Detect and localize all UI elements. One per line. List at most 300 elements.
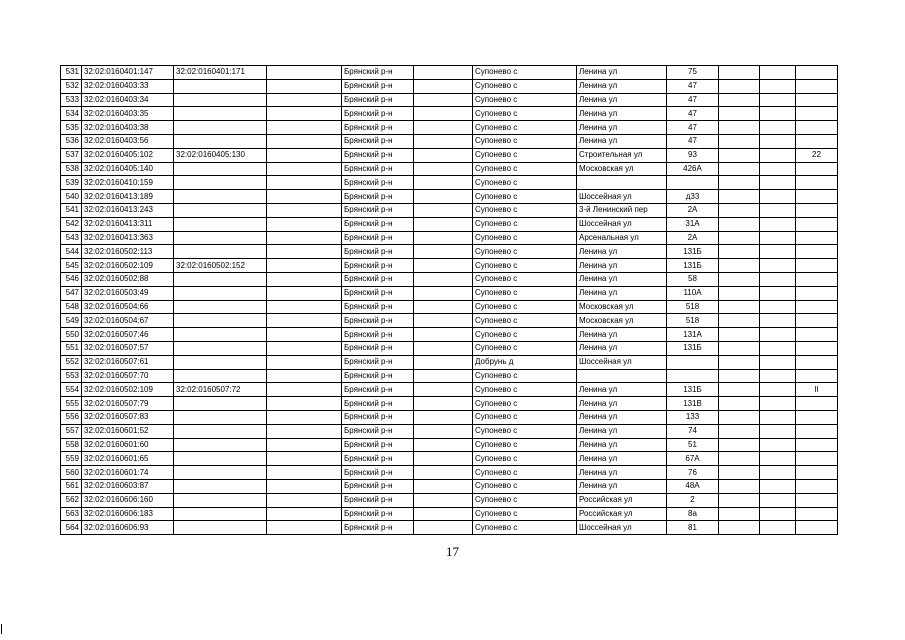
registry-rows bbox=[61, 66, 838, 535]
empty-cell bbox=[414, 66, 473, 80]
apartment-number bbox=[796, 397, 838, 411]
empty-cell bbox=[267, 259, 342, 273]
empty-cell bbox=[414, 134, 473, 148]
locality: Супонево с bbox=[473, 314, 577, 328]
extra-cell bbox=[760, 286, 796, 300]
locality: Супонево с bbox=[473, 162, 577, 176]
table-row bbox=[61, 162, 838, 176]
row-number: 546 bbox=[61, 272, 82, 286]
empty-cell bbox=[414, 466, 473, 480]
linked-cadastral-number bbox=[174, 424, 267, 438]
cadastral-number: 32:02:0160502:109 bbox=[82, 259, 174, 273]
cadastral-number: 32:02:0160410:159 bbox=[82, 176, 174, 190]
street: Ленина ул bbox=[577, 107, 667, 121]
district: Брянский р-н bbox=[342, 328, 414, 342]
street: Ленина ул bbox=[577, 341, 667, 355]
linked-cadastral-number bbox=[174, 314, 267, 328]
extra-cell bbox=[760, 134, 796, 148]
locality: Супонево с bbox=[473, 259, 577, 273]
apartment-number bbox=[796, 79, 838, 93]
street bbox=[577, 369, 667, 383]
empty-cell bbox=[414, 521, 473, 535]
table-row bbox=[61, 231, 838, 245]
extra-cell bbox=[719, 286, 760, 300]
empty-cell bbox=[414, 341, 473, 355]
house-number: 131Б bbox=[667, 341, 719, 355]
street: Ленина ул bbox=[577, 438, 667, 452]
apartment-number bbox=[796, 121, 838, 135]
linked-cadastral-number bbox=[174, 493, 267, 507]
street bbox=[577, 176, 667, 190]
empty-cell bbox=[267, 66, 342, 80]
extra-cell bbox=[719, 493, 760, 507]
apartment-number bbox=[796, 272, 838, 286]
empty-cell bbox=[267, 121, 342, 135]
cadastral-number: 32:02:0160502:113 bbox=[82, 245, 174, 259]
row-number: 550 bbox=[61, 328, 82, 342]
row-number: 537 bbox=[61, 148, 82, 162]
district: Брянский р-н bbox=[342, 300, 414, 314]
cadastral-number: 32:02:0160601:65 bbox=[82, 452, 174, 466]
table-row bbox=[61, 203, 838, 217]
empty-cell bbox=[414, 148, 473, 162]
street: Ленина ул bbox=[577, 452, 667, 466]
house-number: 58 bbox=[667, 272, 719, 286]
row-number: 531 bbox=[61, 66, 82, 80]
empty-cell bbox=[267, 300, 342, 314]
cadastral-number: 32:02:0160403:33 bbox=[82, 79, 174, 93]
district: Брянский р-н bbox=[342, 355, 414, 369]
street: Ленина ул bbox=[577, 245, 667, 259]
table-row bbox=[61, 493, 838, 507]
cadastral-number: 32:02:0160403:34 bbox=[82, 93, 174, 107]
extra-cell bbox=[760, 66, 796, 80]
table-row bbox=[61, 134, 838, 148]
table-row bbox=[61, 314, 838, 328]
house-number: 2 bbox=[667, 493, 719, 507]
table-row bbox=[61, 452, 838, 466]
cadastral-number: 32:02:0160504:67 bbox=[82, 314, 174, 328]
extra-cell bbox=[719, 79, 760, 93]
empty-cell bbox=[414, 424, 473, 438]
linked-cadastral-number bbox=[174, 521, 267, 535]
locality: Супонево с bbox=[473, 231, 577, 245]
empty-cell bbox=[267, 203, 342, 217]
linked-cadastral-number bbox=[174, 410, 267, 424]
table-row bbox=[61, 410, 838, 424]
table-row bbox=[61, 217, 838, 231]
district: Брянский р-н bbox=[342, 479, 414, 493]
table-row bbox=[61, 121, 838, 135]
row-number: 551 bbox=[61, 341, 82, 355]
row-number: 563 bbox=[61, 507, 82, 521]
locality: Супонево с bbox=[473, 203, 577, 217]
district: Брянский р-н bbox=[342, 162, 414, 176]
empty-cell bbox=[414, 231, 473, 245]
linked-cadastral-number bbox=[174, 452, 267, 466]
apartment-number bbox=[796, 424, 838, 438]
row-number: 539 bbox=[61, 176, 82, 190]
street: Ленина ул bbox=[577, 410, 667, 424]
street: Арсенальная ул bbox=[577, 231, 667, 245]
extra-cell bbox=[760, 479, 796, 493]
apartment-number bbox=[796, 479, 838, 493]
house-number: 31А bbox=[667, 217, 719, 231]
apartment-number bbox=[796, 300, 838, 314]
linked-cadastral-number bbox=[174, 286, 267, 300]
linked-cadastral-number bbox=[174, 466, 267, 480]
table-row bbox=[61, 355, 838, 369]
row-number: 547 bbox=[61, 286, 82, 300]
locality: Супонево с bbox=[473, 328, 577, 342]
empty-cell bbox=[414, 217, 473, 231]
row-number: 543 bbox=[61, 231, 82, 245]
district: Брянский р-н bbox=[342, 397, 414, 411]
extra-cell bbox=[719, 466, 760, 480]
district: Брянский р-н bbox=[342, 231, 414, 245]
extra-cell bbox=[760, 341, 796, 355]
row-number: 564 bbox=[61, 521, 82, 535]
table-row bbox=[61, 66, 838, 80]
extra-cell bbox=[719, 93, 760, 107]
linked-cadastral-number bbox=[174, 79, 267, 93]
house-number: 76 bbox=[667, 466, 719, 480]
empty-cell bbox=[267, 328, 342, 342]
empty-cell bbox=[414, 383, 473, 397]
linked-cadastral-number bbox=[174, 369, 267, 383]
apartment-number bbox=[796, 410, 838, 424]
street: Ленина ул bbox=[577, 383, 667, 397]
district: Брянский р-н bbox=[342, 66, 414, 80]
row-number: 554 bbox=[61, 383, 82, 397]
extra-cell bbox=[719, 452, 760, 466]
empty-cell bbox=[267, 424, 342, 438]
cadastral-number: 32:02:0160413:311 bbox=[82, 217, 174, 231]
row-number: 549 bbox=[61, 314, 82, 328]
linked-cadastral-number bbox=[174, 121, 267, 135]
row-number: 559 bbox=[61, 452, 82, 466]
extra-cell bbox=[760, 245, 796, 259]
empty-cell bbox=[414, 452, 473, 466]
cadastral-number: 32:02:0160507:83 bbox=[82, 410, 174, 424]
scan-edge-mark bbox=[1, 624, 2, 634]
house-number: 518 bbox=[667, 314, 719, 328]
extra-cell bbox=[760, 148, 796, 162]
apartment-number bbox=[796, 507, 838, 521]
extra-cell bbox=[719, 217, 760, 231]
linked-cadastral-number bbox=[174, 341, 267, 355]
empty-cell bbox=[414, 397, 473, 411]
extra-cell bbox=[760, 452, 796, 466]
street: Московская ул bbox=[577, 300, 667, 314]
district: Брянский р-н bbox=[342, 107, 414, 121]
empty-cell bbox=[414, 203, 473, 217]
row-number: 562 bbox=[61, 493, 82, 507]
extra-cell bbox=[719, 507, 760, 521]
street: Шоссейная ул bbox=[577, 190, 667, 204]
locality: Супонево с bbox=[473, 300, 577, 314]
table-row bbox=[61, 328, 838, 342]
extra-cell bbox=[760, 328, 796, 342]
cadastral-number: 32:02:0160413:189 bbox=[82, 190, 174, 204]
street: Ленина ул bbox=[577, 66, 667, 80]
extra-cell bbox=[719, 162, 760, 176]
apartment-number bbox=[796, 452, 838, 466]
cadastral-number: 32:02:0160507:46 bbox=[82, 328, 174, 342]
district: Брянский р-н bbox=[342, 272, 414, 286]
table-row bbox=[61, 93, 838, 107]
house-number: 93 bbox=[667, 148, 719, 162]
empty-cell bbox=[414, 286, 473, 300]
district: Брянский р-н bbox=[342, 93, 414, 107]
locality: Супонево с bbox=[473, 134, 577, 148]
extra-cell bbox=[760, 190, 796, 204]
house-number: 426А bbox=[667, 162, 719, 176]
district: Брянский р-н bbox=[342, 438, 414, 452]
street: Шоссейная ул bbox=[577, 217, 667, 231]
house-number: д33 bbox=[667, 190, 719, 204]
district: Брянский р-н bbox=[342, 383, 414, 397]
apartment-number bbox=[796, 134, 838, 148]
empty-cell bbox=[414, 410, 473, 424]
cadastral-number: 32:02:0160405:102 bbox=[82, 148, 174, 162]
cadastral-number: 32:02:0160403:56 bbox=[82, 134, 174, 148]
apartment-number bbox=[796, 355, 838, 369]
street: Ленина ул bbox=[577, 397, 667, 411]
apartment-number bbox=[796, 341, 838, 355]
house-number: 2А bbox=[667, 203, 719, 217]
row-number: 535 bbox=[61, 121, 82, 135]
cadastral-number: 32:02:0160606:183 bbox=[82, 507, 174, 521]
linked-cadastral-number: 32:02:0160401:171 bbox=[174, 66, 267, 80]
district: Брянский р-н bbox=[342, 286, 414, 300]
street: Ленина ул bbox=[577, 93, 667, 107]
empty-cell bbox=[414, 93, 473, 107]
cadastral-number: 32:02:0160507:61 bbox=[82, 355, 174, 369]
extra-cell bbox=[760, 521, 796, 535]
street: Ленина ул bbox=[577, 259, 667, 273]
street: Ленина ул bbox=[577, 466, 667, 480]
house-number: 67А bbox=[667, 452, 719, 466]
table-row bbox=[61, 521, 838, 535]
street: Ленина ул bbox=[577, 79, 667, 93]
street: Ленина ул bbox=[577, 328, 667, 342]
row-number: 552 bbox=[61, 355, 82, 369]
row-number: 536 bbox=[61, 134, 82, 148]
cadastral-number: 32:02:0160601:60 bbox=[82, 438, 174, 452]
locality: Супонево с bbox=[473, 383, 577, 397]
extra-cell bbox=[719, 397, 760, 411]
district: Брянский р-н bbox=[342, 410, 414, 424]
extra-cell bbox=[760, 493, 796, 507]
extra-cell bbox=[760, 203, 796, 217]
table-row bbox=[61, 397, 838, 411]
table-row bbox=[61, 507, 838, 521]
extra-cell bbox=[719, 176, 760, 190]
linked-cadastral-number bbox=[174, 107, 267, 121]
extra-cell bbox=[760, 507, 796, 521]
linked-cadastral-number bbox=[174, 479, 267, 493]
cadastral-number: 32:02:0160601:52 bbox=[82, 424, 174, 438]
apartment-number bbox=[796, 369, 838, 383]
house-number: 2А bbox=[667, 231, 719, 245]
empty-cell bbox=[267, 341, 342, 355]
empty-cell bbox=[267, 479, 342, 493]
empty-cell bbox=[414, 176, 473, 190]
locality: Супонево с bbox=[473, 121, 577, 135]
extra-cell bbox=[760, 383, 796, 397]
empty-cell bbox=[414, 328, 473, 342]
cadastral-number: 32:02:0160507:70 bbox=[82, 369, 174, 383]
house-number: 131Б bbox=[667, 259, 719, 273]
district: Брянский р-н bbox=[342, 79, 414, 93]
empty-cell bbox=[414, 107, 473, 121]
apartment-number bbox=[796, 438, 838, 452]
locality: Супонево с bbox=[473, 107, 577, 121]
apartment-number bbox=[796, 231, 838, 245]
house-number bbox=[667, 176, 719, 190]
cadastral-number: 32:02:0160413:243 bbox=[82, 203, 174, 217]
empty-cell bbox=[267, 162, 342, 176]
apartment-number bbox=[796, 162, 838, 176]
linked-cadastral-number bbox=[174, 328, 267, 342]
linked-cadastral-number bbox=[174, 438, 267, 452]
empty-cell bbox=[414, 493, 473, 507]
linked-cadastral-number bbox=[174, 190, 267, 204]
locality: Супонево с bbox=[473, 410, 577, 424]
linked-cadastral-number bbox=[174, 397, 267, 411]
empty-cell bbox=[267, 314, 342, 328]
street: Ленина ул bbox=[577, 134, 667, 148]
district: Брянский р-н bbox=[342, 521, 414, 535]
street: Ленина ул bbox=[577, 272, 667, 286]
cadastral-number: 32:02:0160503:49 bbox=[82, 286, 174, 300]
empty-cell bbox=[414, 355, 473, 369]
apartment-number bbox=[796, 217, 838, 231]
extra-cell bbox=[719, 231, 760, 245]
table-row bbox=[61, 79, 838, 93]
cadastral-number: 32:02:0160606:93 bbox=[82, 521, 174, 535]
locality: Супонево с bbox=[473, 493, 577, 507]
locality: Супонево с bbox=[473, 66, 577, 80]
district: Брянский р-н bbox=[342, 148, 414, 162]
row-number: 556 bbox=[61, 410, 82, 424]
house-number: 518 bbox=[667, 300, 719, 314]
extra-cell bbox=[719, 245, 760, 259]
cadastral-number: 32:02:0160507:57 bbox=[82, 341, 174, 355]
district: Брянский р-н bbox=[342, 259, 414, 273]
apartment-number bbox=[796, 466, 838, 480]
extra-cell bbox=[760, 162, 796, 176]
house-number: 48А bbox=[667, 479, 719, 493]
empty-cell bbox=[267, 397, 342, 411]
house-number: 51 bbox=[667, 438, 719, 452]
extra-cell bbox=[760, 424, 796, 438]
linked-cadastral-number: 32:02:0160507:72 bbox=[174, 383, 267, 397]
table-row bbox=[61, 369, 838, 383]
apartment-number bbox=[796, 93, 838, 107]
empty-cell bbox=[267, 272, 342, 286]
empty-cell bbox=[267, 190, 342, 204]
linked-cadastral-number bbox=[174, 162, 267, 176]
extra-cell bbox=[719, 521, 760, 535]
table-row bbox=[61, 107, 838, 121]
extra-cell bbox=[760, 397, 796, 411]
linked-cadastral-number bbox=[174, 272, 267, 286]
locality: Супонево с bbox=[473, 190, 577, 204]
linked-cadastral-number bbox=[174, 134, 267, 148]
apartment-number: II bbox=[796, 383, 838, 397]
street: 3-й Ленинский пер bbox=[577, 203, 667, 217]
locality: Супонево с bbox=[473, 217, 577, 231]
extra-cell bbox=[760, 355, 796, 369]
row-number: 557 bbox=[61, 424, 82, 438]
table-row bbox=[61, 466, 838, 480]
linked-cadastral-number bbox=[174, 355, 267, 369]
row-number: 555 bbox=[61, 397, 82, 411]
linked-cadastral-number bbox=[174, 93, 267, 107]
extra-cell bbox=[760, 410, 796, 424]
apartment-number bbox=[796, 190, 838, 204]
district: Брянский р-н bbox=[342, 507, 414, 521]
table-row bbox=[61, 272, 838, 286]
row-number: 533 bbox=[61, 93, 82, 107]
street: Ленина ул bbox=[577, 286, 667, 300]
extra-cell bbox=[760, 176, 796, 190]
empty-cell bbox=[414, 300, 473, 314]
apartment-number bbox=[796, 107, 838, 121]
empty-cell bbox=[267, 410, 342, 424]
street: Ленина ул bbox=[577, 121, 667, 135]
row-number: 548 bbox=[61, 300, 82, 314]
district: Брянский р-н bbox=[342, 466, 414, 480]
row-number: 534 bbox=[61, 107, 82, 121]
cadastral-number: 32:02:0160413:363 bbox=[82, 231, 174, 245]
extra-cell bbox=[760, 107, 796, 121]
row-number: 544 bbox=[61, 245, 82, 259]
extra-cell bbox=[760, 121, 796, 135]
empty-cell bbox=[267, 369, 342, 383]
apartment-number bbox=[796, 259, 838, 273]
street: Российская ул bbox=[577, 507, 667, 521]
street: Шоссейная ул bbox=[577, 521, 667, 535]
house-number: 8а bbox=[667, 507, 719, 521]
locality: Супонево с bbox=[473, 424, 577, 438]
apartment-number bbox=[796, 314, 838, 328]
page-number: 17 bbox=[446, 544, 459, 559]
cadastral-number: 32:02:0160504:66 bbox=[82, 300, 174, 314]
linked-cadastral-number bbox=[174, 507, 267, 521]
extra-cell bbox=[719, 438, 760, 452]
extra-cell bbox=[719, 355, 760, 369]
street: Строительная ул bbox=[577, 148, 667, 162]
apartment-number bbox=[796, 245, 838, 259]
extra-cell bbox=[760, 259, 796, 273]
empty-cell bbox=[414, 190, 473, 204]
district: Брянский р-н bbox=[342, 493, 414, 507]
extra-cell bbox=[719, 314, 760, 328]
empty-cell bbox=[267, 79, 342, 93]
district: Брянский р-н bbox=[342, 245, 414, 259]
street: Ленина ул bbox=[577, 479, 667, 493]
extra-cell bbox=[719, 383, 760, 397]
apartment-number: 22 bbox=[796, 148, 838, 162]
table-row bbox=[61, 148, 838, 162]
empty-cell bbox=[267, 231, 342, 245]
extra-cell bbox=[719, 369, 760, 383]
registry-table bbox=[60, 65, 838, 535]
cadastral-number: 32:02:0160601:74 bbox=[82, 466, 174, 480]
